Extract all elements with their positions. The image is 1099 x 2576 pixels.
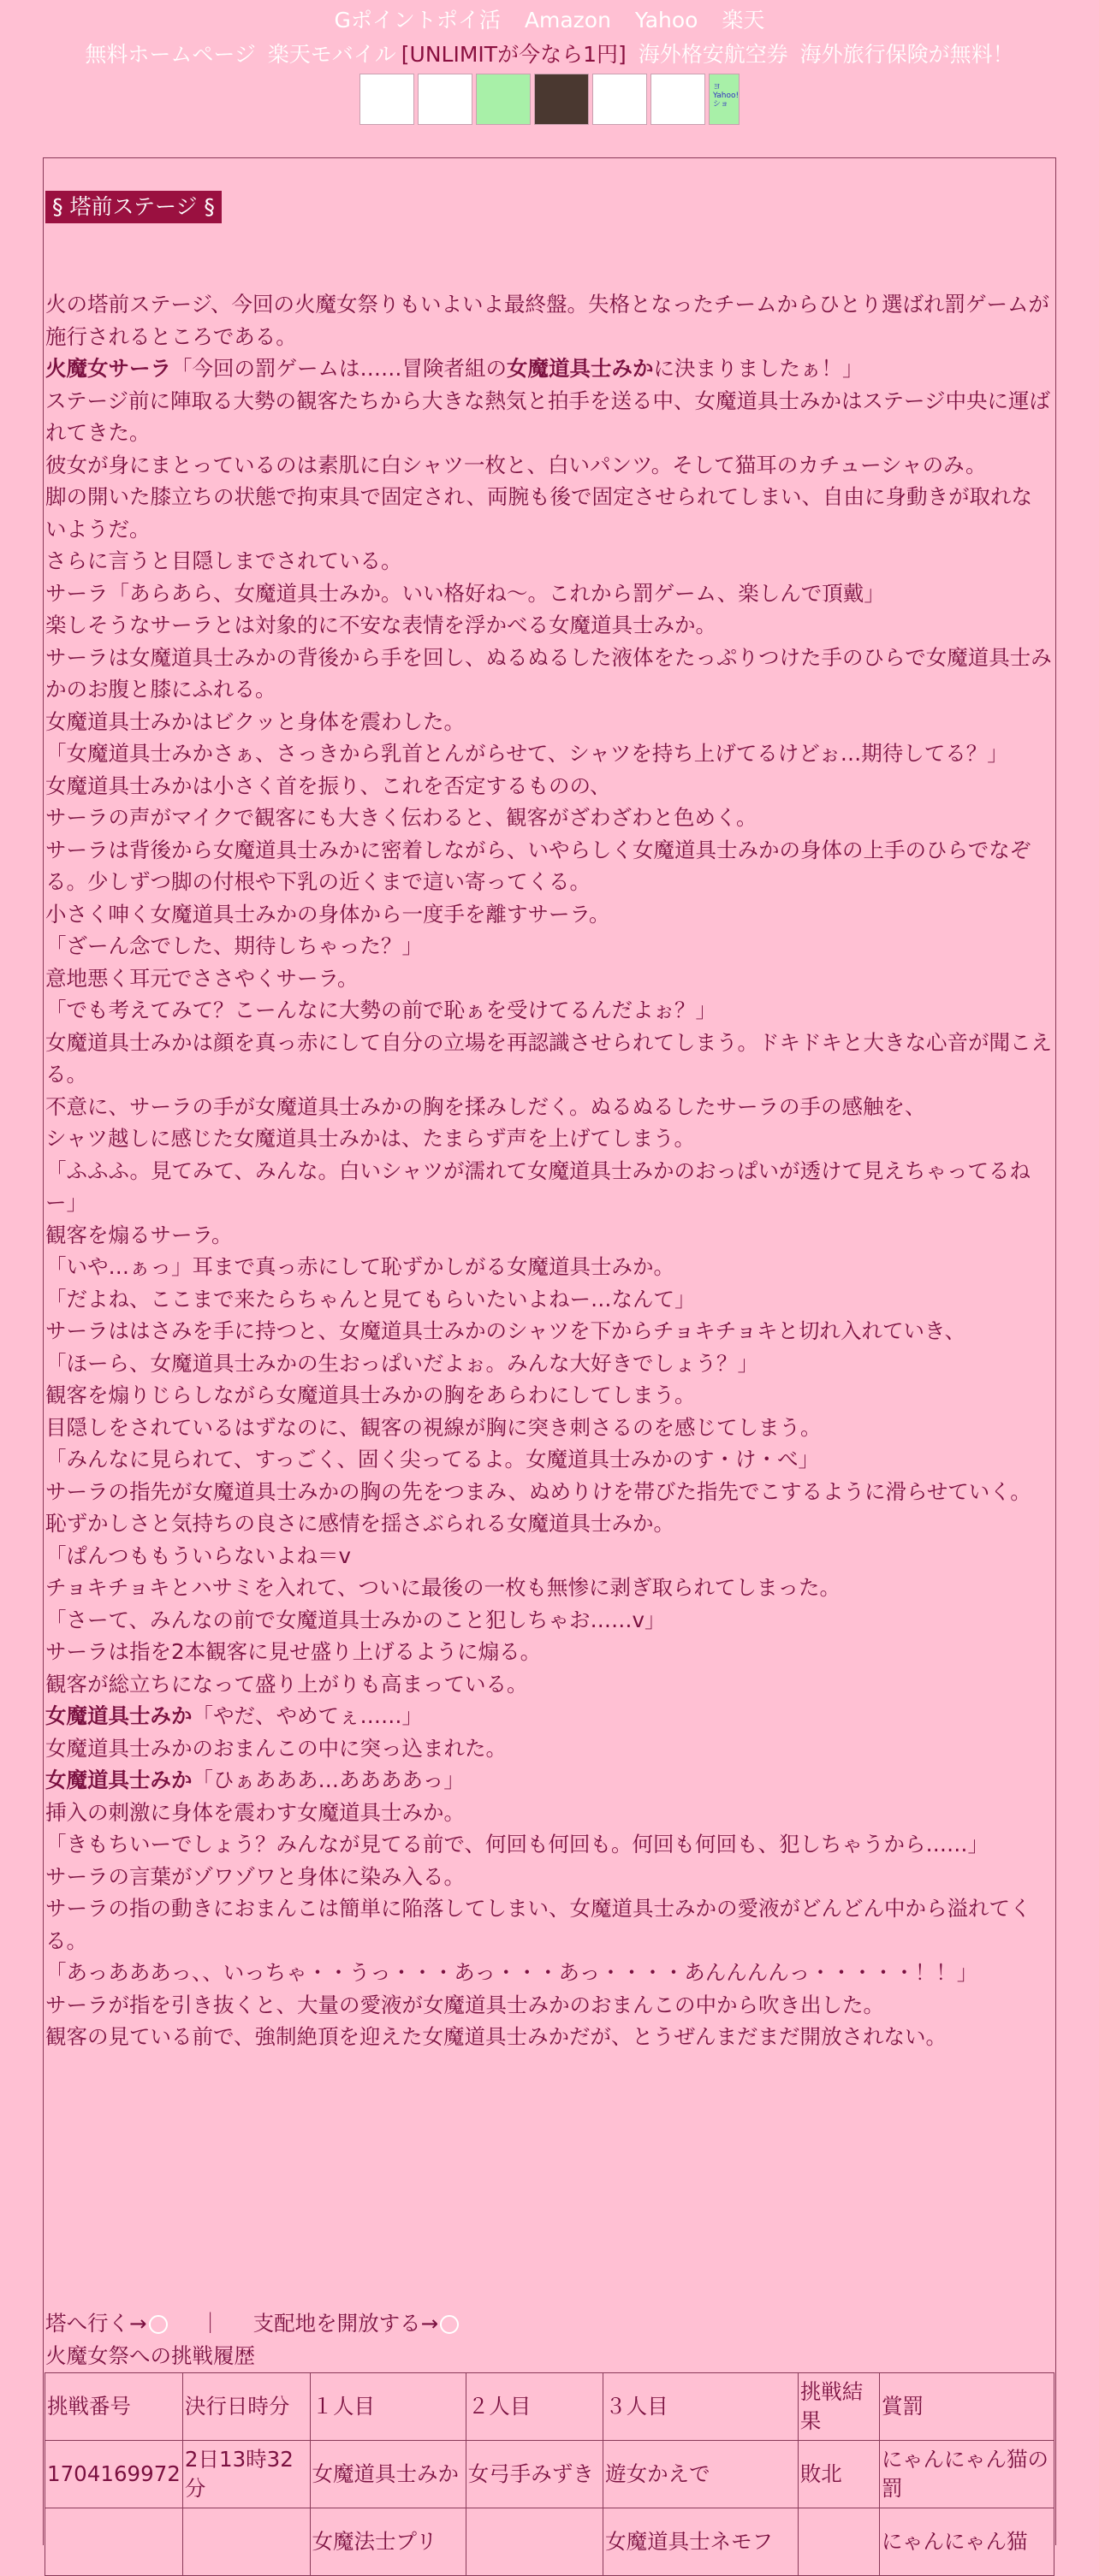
ad-thumbnail[interactable] bbox=[592, 74, 647, 125]
stage-title: § 塔前ステージ § bbox=[45, 191, 222, 223]
story-text-span: 「ひぁあああ…ああああっ」 bbox=[192, 1768, 465, 1792]
story-line bbox=[45, 609, 1052, 642]
story-line bbox=[45, 545, 1052, 577]
col-header: 挑戦結果 bbox=[798, 2373, 879, 2441]
table-cell: 女魔道具士ネモフ bbox=[603, 2508, 799, 2576]
story-line bbox=[45, 737, 1052, 770]
to-tower-link[interactable] bbox=[45, 2311, 168, 2336]
story-text-span: サーラの声がマイクで観客にも大きく伝わると、観客がざわざわと色めく。 bbox=[45, 805, 757, 830]
story-line bbox=[45, 1379, 1052, 1412]
story-line bbox=[45, 385, 1052, 449]
story-text-span: 女魔道具士みかは顔を真っ赤にして自分の立場を再認識させられてしまう。ドキドキと大きな心音が聞こえる。 bbox=[45, 1029, 1052, 1087]
story-line bbox=[45, 898, 1052, 931]
story-line bbox=[45, 1668, 1052, 1701]
col-header: １人目 bbox=[310, 2373, 466, 2441]
table-cell: にゃんにゃん猫 bbox=[880, 2508, 1054, 2576]
circle-icon bbox=[440, 2315, 459, 2334]
unlimit-promo-link[interactable]: [UNLIMITが今なら1円] bbox=[401, 42, 627, 67]
table-cell bbox=[798, 2508, 879, 2576]
story-line bbox=[45, 1540, 1052, 1572]
table-cell bbox=[45, 2508, 183, 2576]
speaker-name: 女魔道具士みか bbox=[45, 1768, 193, 1792]
table-cell: 2日13時32分 bbox=[182, 2441, 310, 2508]
story-text-span: さらに言うと目隠しまでされている。 bbox=[45, 548, 402, 573]
story-text-span: 不意に、サーラの手が女魔道具士みかの胸を揉みしだく。ぬるぬるしたサーラの手の感触を、 bbox=[45, 1093, 926, 1119]
story-text-span: 挿入の刺激に身体を震わす女魔道具士みか。 bbox=[45, 1799, 465, 1825]
story-text-span: 「今回の罰ゲームは……冒険者組の bbox=[171, 356, 507, 381]
story-text-span: サーラは女魔道具士みかの背後から手を回し、ぬるぬるした液体をたっぷりつけた手のひらで女魔道具士みかのお腹と膝にふれる。 bbox=[45, 644, 1052, 702]
story-line bbox=[45, 1412, 1052, 1444]
link-separator: ｜ bbox=[199, 2311, 221, 2336]
speaker-name: 女魔道具士みか bbox=[45, 1703, 193, 1728]
table-cell: 女魔道具士みか bbox=[310, 2441, 466, 2508]
top-links-row2 bbox=[0, 38, 1099, 72]
open-territory-link[interactable] bbox=[253, 2311, 460, 2336]
story-line bbox=[45, 1091, 1052, 1123]
table-cell: 敗北 bbox=[798, 2441, 879, 2508]
table-header-row bbox=[45, 2373, 1054, 2441]
story-text-span: 「だよね、ここまで来たらちゃんと見てもらいたいよねー…なんて」 bbox=[45, 1286, 696, 1312]
nav-links bbox=[45, 2307, 459, 2340]
story-text-span: サーラは指を2本観客に見せ盛り上げるように煽る。 bbox=[45, 1639, 542, 1664]
story-line bbox=[45, 1347, 1052, 1380]
col-header: 賞罰 bbox=[880, 2373, 1054, 2441]
story-text-span: 「きもちいーでしょう？みんなが見てる前で、何回も何回も。何回も何回も、犯しちゃうから……」 bbox=[45, 1832, 989, 1856]
table-cell bbox=[182, 2508, 310, 2576]
story-text-span: サーラの言葉がゾワゾワと身体に染み入る。 bbox=[45, 1863, 465, 1889]
story-text-span: 「女魔道具士みかさぁ、さっきから乳首とんがらせて、シャツを持ち上げてるけどぉ…期待してる？」 bbox=[45, 741, 1008, 766]
history-heading: 火魔女祭への挑戦履歴 bbox=[45, 2343, 255, 2368]
story-line bbox=[45, 1732, 1052, 1765]
story-line bbox=[45, 577, 1052, 610]
col-header: ２人目 bbox=[466, 2373, 603, 2441]
story-text-span: 女魔道具士みかのおまんこの中に突っ込まれた。 bbox=[45, 1735, 507, 1761]
story-line bbox=[45, 1315, 1052, 1347]
top-link-bar bbox=[0, 0, 1099, 72]
rakuten-link[interactable]: 楽天 bbox=[722, 8, 765, 33]
story-line bbox=[45, 1636, 1052, 1668]
story-text-span: に決まりましたぁ！」 bbox=[653, 356, 864, 381]
story-text-span: 観客を煽るサーラ。 bbox=[45, 1222, 233, 1247]
story-line bbox=[45, 1797, 1052, 1829]
ad-thumbnail[interactable] bbox=[418, 74, 472, 125]
story-text-span: 小さく呻く女魔道具士みかの身体から一度手を離すサーラ。 bbox=[45, 901, 610, 927]
story-text-span: ステージ前に陣取る大勢の観客たちから大きな熱気と拍手を送る中、女魔道具士みかはステージ中央に運ばれてきた。 bbox=[45, 388, 1051, 445]
yahoo-link[interactable]: Yahoo bbox=[634, 8, 698, 33]
story-text-span: 意地悪く耳元でささやくサーラ。 bbox=[45, 965, 359, 991]
story-text-span: 「ふふふ。見てみて、みんな。白いシャツが濡れて女魔道具士みかのおっぱいが透けて見えちゃってるねー」 bbox=[45, 1158, 1031, 1215]
story-line bbox=[45, 1476, 1052, 1508]
amazon-link[interactable]: Amazon bbox=[524, 8, 611, 33]
story-line bbox=[45, 1251, 1052, 1283]
story-line bbox=[45, 1027, 1052, 1091]
story-text-span: 観客の見ている前で、強制絶頂を迎えた女魔道具士みかだが、とうぜんまだまだ開放されない。 bbox=[45, 2024, 948, 2049]
speaker-name: 火魔女サーラ bbox=[45, 356, 171, 381]
story-text-span: サーラははさみを手に持つと、女魔道具士みかのシャツを下からチョキチョキと切れ入れていき、 bbox=[45, 1318, 966, 1343]
story-text-span: 女魔道具士みかは小さく首を振り、これを否定するものの、 bbox=[45, 773, 611, 798]
to-tower-label: 塔へ行く→ bbox=[45, 2311, 147, 2336]
story-text-span: サーラ「あらあら、女魔道具士みか。いい格好ね〜。これから罰ゲーム、楽しんで頂戴」 bbox=[45, 580, 885, 606]
story-line bbox=[45, 642, 1052, 706]
cheap-flights-link[interactable]: 海外格安航空券 bbox=[638, 42, 788, 67]
story-line bbox=[45, 930, 1052, 962]
story-line bbox=[45, 1764, 1052, 1797]
ad-thumbnail[interactable] bbox=[359, 74, 414, 125]
story-text-span: 「あっあああっ、、いっちゃ・・うっ・・・あっ・・・あっ・・・・あんんんんっ・・・・・！！」 bbox=[45, 1960, 978, 1985]
story-line bbox=[45, 1443, 1052, 1476]
story-text-span: 脚の開いた膝立ちの状態で拘束具で固定され、両腕も後で固定させられてしまい、自由に身動きが取れないようだ。 bbox=[45, 484, 1032, 542]
story-text-span: 火の塔前ステージ、今回の火魔女祭りもいよいよ最終盤。失格となったチームからひとり選ばれ罰ゲームが施行されるところである。 bbox=[45, 292, 1050, 349]
ad-thumbnail[interactable] bbox=[476, 74, 531, 125]
challenge-history-table bbox=[45, 2372, 1054, 2576]
story-line bbox=[45, 1219, 1052, 1252]
story-text-span: 「ぱんつももういらないよね＝v bbox=[45, 1543, 352, 1568]
story-line bbox=[45, 1283, 1052, 1316]
story-line bbox=[45, 1861, 1052, 1893]
table-cell bbox=[466, 2508, 603, 2576]
table-cell: 女魔法士プリ bbox=[310, 2508, 466, 2576]
story-text-span: 女魔道具士みかはビクッと身体を震わした。 bbox=[45, 708, 465, 734]
emphasized-name: 女魔道具士みか bbox=[507, 356, 654, 381]
story-text-span: サーラが指を引き抜くと、大量の愛液が女魔道具士みかのおまんこの中から吹き出した。 bbox=[45, 1992, 884, 2017]
story-text-span: 「いや…ぁっ」耳まで真っ赤にして恥ずかしがる女魔道具士みか。 bbox=[45, 1254, 674, 1279]
story-line bbox=[45, 706, 1052, 738]
story-line bbox=[45, 1604, 1052, 1637]
col-header: ３人目 bbox=[603, 2373, 799, 2441]
story-text-span: サーラの指の動きにおまんこは簡単に陥落してしまい、女魔道具士みかの愛液がどんどん中から溢れてくる。 bbox=[45, 1896, 1031, 1953]
story-line bbox=[45, 449, 1052, 482]
story-text-span: 彼女が身にまとっているのは素肌に白シャツ一枚と、白いパンツ。そして猫耳のカチューシャのみ。 bbox=[45, 452, 987, 477]
travel-insurance-link[interactable]: 海外旅行保険が無料！ bbox=[799, 42, 1014, 67]
col-header: 挑戦番号 bbox=[45, 2373, 183, 2441]
ad-thumbnail[interactable] bbox=[534, 74, 589, 125]
story-text-span: 「ざーん念でした、期待しちゃった？」 bbox=[45, 933, 423, 958]
free-homepage-link[interactable]: 無料ホームページ bbox=[85, 42, 256, 67]
table-row bbox=[45, 2441, 1054, 2508]
rakuten-mobile-link[interactable]: 楽天モバイル bbox=[267, 42, 396, 67]
story-line bbox=[45, 770, 1052, 802]
story-line bbox=[45, 288, 1052, 352]
story-text-span: 「ほーら、女魔道具士みかの生おっぱいだよぉ。みんな大好きでしょう？」 bbox=[45, 1350, 758, 1376]
story-line bbox=[45, 1122, 1052, 1155]
story-line bbox=[45, 1989, 1052, 2022]
table-row bbox=[45, 2508, 1054, 2576]
story-text-span: 観客が総立ちになって盛り上がりも高まっている。 bbox=[45, 1671, 528, 1697]
story-line bbox=[45, 802, 1052, 834]
story-text bbox=[45, 288, 1052, 2053]
story-text-span: チョキチョキとハサミを入れて、ついに最後の一枚も無惨に剥ぎ取られてしまった。 bbox=[45, 1575, 841, 1600]
story-text-span: 恥ずかしさと気持ちの良さに感情を揺さぶられる女魔道具士みか。 bbox=[45, 1511, 674, 1536]
story-line bbox=[45, 834, 1052, 898]
story-text-span: 楽しそうなサーラとは対象的に不安な表情を浮かべる女魔道具士みか。 bbox=[45, 613, 716, 637]
story-line bbox=[45, 1828, 1052, 1861]
story-line bbox=[45, 1572, 1052, 1604]
table-cell: 1704169972 bbox=[45, 2441, 183, 2508]
gpoint-link[interactable]: Gポイントポイ活 bbox=[334, 8, 501, 33]
ad-thumbnail[interactable] bbox=[650, 74, 705, 125]
story-line bbox=[45, 2021, 1052, 2053]
story-text-span: サーラは背後から女魔道具士みかに密着しながら、いやらしく女魔道具士みかの身体の上手のひらでなぞる。少しずつ脚の付根や下乳の近くまで這い寄ってくる。 bbox=[45, 837, 1031, 894]
story-line bbox=[45, 962, 1052, 995]
yahoo-shopping-text: ヨ Yahoo! ショ bbox=[713, 83, 740, 109]
story-text-span: シャツ越しに感じた女魔道具士みかは、たまらず声を上げてしまう。 bbox=[45, 1126, 696, 1151]
story-line bbox=[45, 1700, 1052, 1732]
top-links-row1 bbox=[0, 0, 1099, 38]
ad-thumbnail-yahoo[interactable] bbox=[709, 74, 740, 125]
story-line bbox=[45, 352, 1052, 385]
open-territory-label: 支配地を開放する→ bbox=[252, 2311, 439, 2336]
story-text-span: 観客を煽りじらしながら女魔道具士みかの胸をあらわにしてしまう。 bbox=[45, 1383, 696, 1407]
col-header: 決行日時分 bbox=[182, 2373, 310, 2441]
circle-icon bbox=[149, 2315, 168, 2334]
story-line bbox=[45, 1957, 1052, 1989]
story-text-span: 「でも考えてみて？こーんなに大勢の前で恥ぁを受けてるんだよぉ？」 bbox=[45, 998, 716, 1022]
ad-banner-row bbox=[0, 74, 1099, 125]
table-cell: にゃんにゃん猫の罰 bbox=[880, 2441, 1054, 2508]
story-text-span: サーラの指先が女魔道具士みかの胸の先をつまみ、ぬめりけを帯びた指先でこするように滑らせていく。 bbox=[45, 1478, 1031, 1504]
story-text-span: 「さーて、みんなの前で女魔道具士みかのこと犯しちゃお……v」 bbox=[45, 1607, 666, 1632]
story-line bbox=[45, 1507, 1052, 1540]
story-text-span: 「みんなに見られて、すっごく、固く尖ってるよ。女魔道具士みかのす・け・べ」 bbox=[45, 1447, 820, 1472]
story-text-span: 「やだ、やめてぇ……」 bbox=[192, 1703, 423, 1728]
content-panel bbox=[43, 157, 1056, 2554]
story-line bbox=[45, 994, 1052, 1027]
story-line bbox=[45, 1155, 1052, 1219]
story-line bbox=[45, 481, 1052, 545]
story-line bbox=[45, 1892, 1052, 1957]
story-text-span: 目隠しをされているはずなのに、観客の視線が胸に突き刺さるのを感じてしまう。 bbox=[45, 1414, 822, 1440]
table-cell: 遊女かえで bbox=[603, 2441, 799, 2508]
table-cell: 女弓手みずき bbox=[466, 2441, 603, 2508]
